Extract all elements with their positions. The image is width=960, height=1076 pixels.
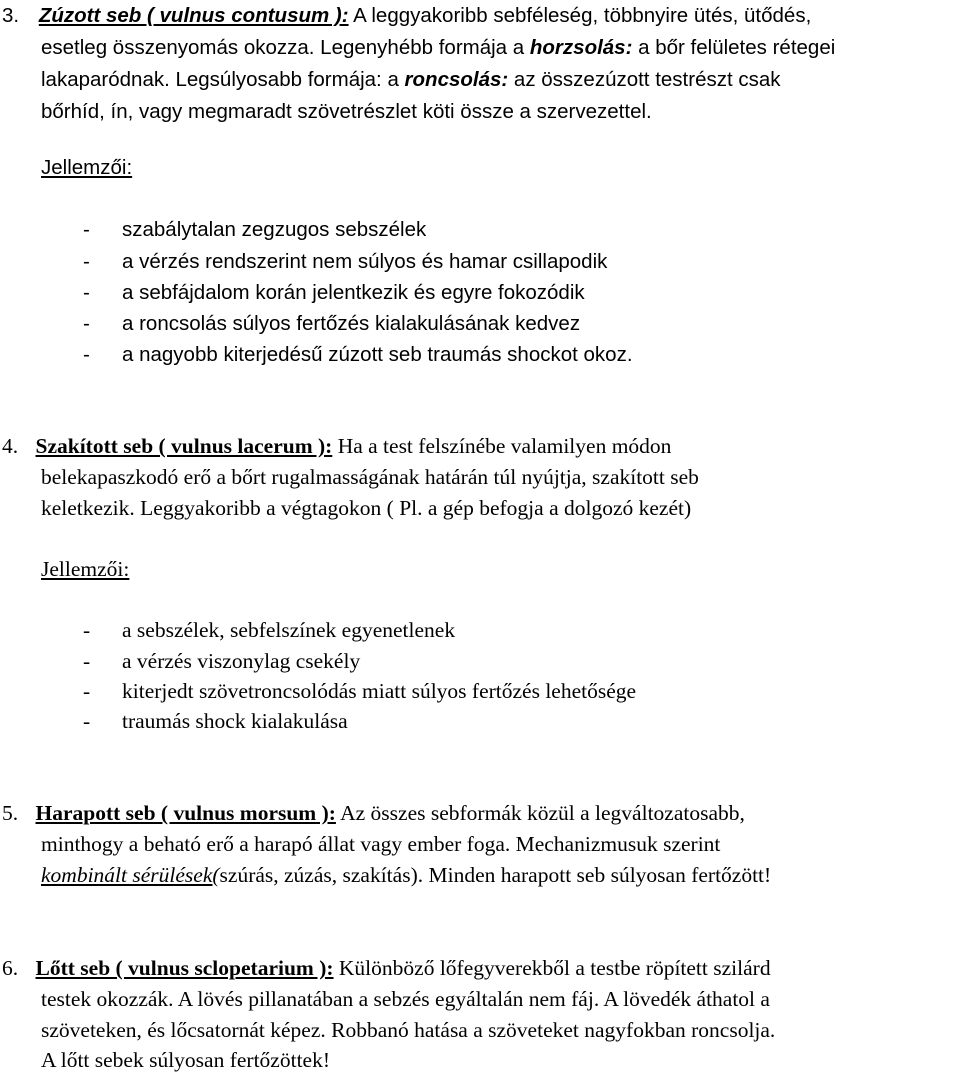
section-3-item: a nagyobb kiterjedésű zúzott seb traumás shockot okoz. bbox=[122, 343, 633, 366]
section-6-line-1: 6. Lőtt seb ( vulnus sclopetarium ): Különböző lőfegyverekből a testbe röpített szilárd bbox=[2, 956, 771, 980]
section-4-line-2: belekapaszkodó erő a bőrt rugalmasságának határán túl nyújtja, szakított seb bbox=[41, 465, 699, 489]
section-4-item: kiterjedt szövetroncsolódás miatt súlyos fertőzés lehetősége bbox=[122, 679, 637, 703]
bullet-dash: - bbox=[83, 649, 91, 673]
bullet-dash: - bbox=[83, 343, 90, 366]
term-kombinalt-serulesek: kombinált sérülések( bbox=[41, 863, 220, 887]
section-3-line-2: esetleg összenyomás okozza. Legenyhébb formája a horzsolás: a bőr felületes rétegei bbox=[41, 36, 836, 59]
section-5-line-2: minthogy a beható erő a harapó állat vagy ember foga. Mechanizmusuk szerint bbox=[41, 832, 721, 856]
section-3-line-1: 3. Zúzott seb ( vulnus contusum ): A leggyakoribb sebféleség, többnyire ütés, ütődés, bbox=[2, 4, 812, 27]
bullet-dash: - bbox=[83, 709, 91, 733]
section-5-heading: Harapott seb ( vulnus morsum ): bbox=[35, 801, 336, 825]
section-3-jellemzoi: Jellemzői: bbox=[41, 156, 133, 179]
bullet-dash: - bbox=[83, 281, 90, 304]
section-6-line-3: szöveteken, és lőcsatornát képez. Robbanó hatása a szöveteket nagyfokban roncsolja. bbox=[41, 1018, 776, 1042]
bullet-dash: - bbox=[83, 312, 90, 335]
section-3-line-4: bőrhíd, ín, vagy megmaradt szövetrészlet köti össze a szervezettel. bbox=[41, 100, 652, 123]
section-4-item: a sebszélek, sebfelszínek egyenetlenek bbox=[122, 618, 456, 642]
section-4-heading: Szakított seb ( vulnus lacerum ): bbox=[35, 434, 333, 458]
section-3-heading: Zúzott seb ( vulnus contusum ): bbox=[38, 4, 349, 27]
section-5-line-1: 5. Harapott seb ( vulnus morsum ): Az összes sebformák közül a legváltozatosabb, bbox=[2, 801, 745, 825]
bullet-dash: - bbox=[83, 618, 91, 642]
bullet-dash: - bbox=[83, 218, 90, 241]
section-6-line-2: testek okozzák. A lövés pillanatában a sebzés egyáltalán nem fáj. A lövedék áthatol a bbox=[41, 987, 770, 1011]
section-6-line-4: A lőtt sebek súlyosan fertőzöttek! bbox=[41, 1048, 330, 1072]
section-3-number: 3. bbox=[2, 4, 20, 27]
section-3-line-3: lakaparódnak. Legsúlyosabb formája: a roncsolás: az összezúzott testrészt csak bbox=[41, 68, 781, 91]
term-horzsolas: horzsolás: bbox=[529, 36, 633, 59]
section-5-line-3: kombinált sérülések(szúrás, zúzás, szakítás). Minden harapott seb súlyosan fertőzött! bbox=[41, 863, 772, 887]
section-4-line-1: 4. Szakított seb ( vulnus lacerum ): Ha a test felszínébe valamilyen módon bbox=[2, 434, 672, 458]
section-4-jellemzoi: Jellemzői: bbox=[41, 557, 130, 581]
bullet-dash: - bbox=[83, 250, 90, 273]
section-6-heading: Lőtt seb ( vulnus sclopetarium ): bbox=[35, 956, 334, 980]
section-3-item: a roncsolás súlyos fertőzés kialakulásának kedvez bbox=[122, 312, 581, 335]
section-3-item: a sebfájdalom korán jelentkezik és egyre fokozódik bbox=[122, 281, 585, 304]
section-5-number: 5. bbox=[2, 801, 19, 825]
section-4-number: 4. bbox=[2, 434, 19, 458]
section-4-item: traumás shock kialakulása bbox=[122, 709, 348, 733]
bullet-dash: - bbox=[83, 679, 91, 703]
term-roncsolas: roncsolás: bbox=[404, 68, 509, 91]
section-3-item: szabálytalan zegzugos sebszélek bbox=[122, 218, 427, 241]
section-6-number: 6. bbox=[2, 956, 19, 980]
section-4-line-3: keletkezik. Leggyakoribb a végtagokon ( Pl. a gép befogja a dolgozó kezét) bbox=[41, 496, 692, 520]
section-3-item: a vérzés rendszerint nem súlyos és hamar csillapodik bbox=[122, 250, 608, 273]
section-4-item: a vérzés viszonylag csekély bbox=[122, 649, 361, 673]
